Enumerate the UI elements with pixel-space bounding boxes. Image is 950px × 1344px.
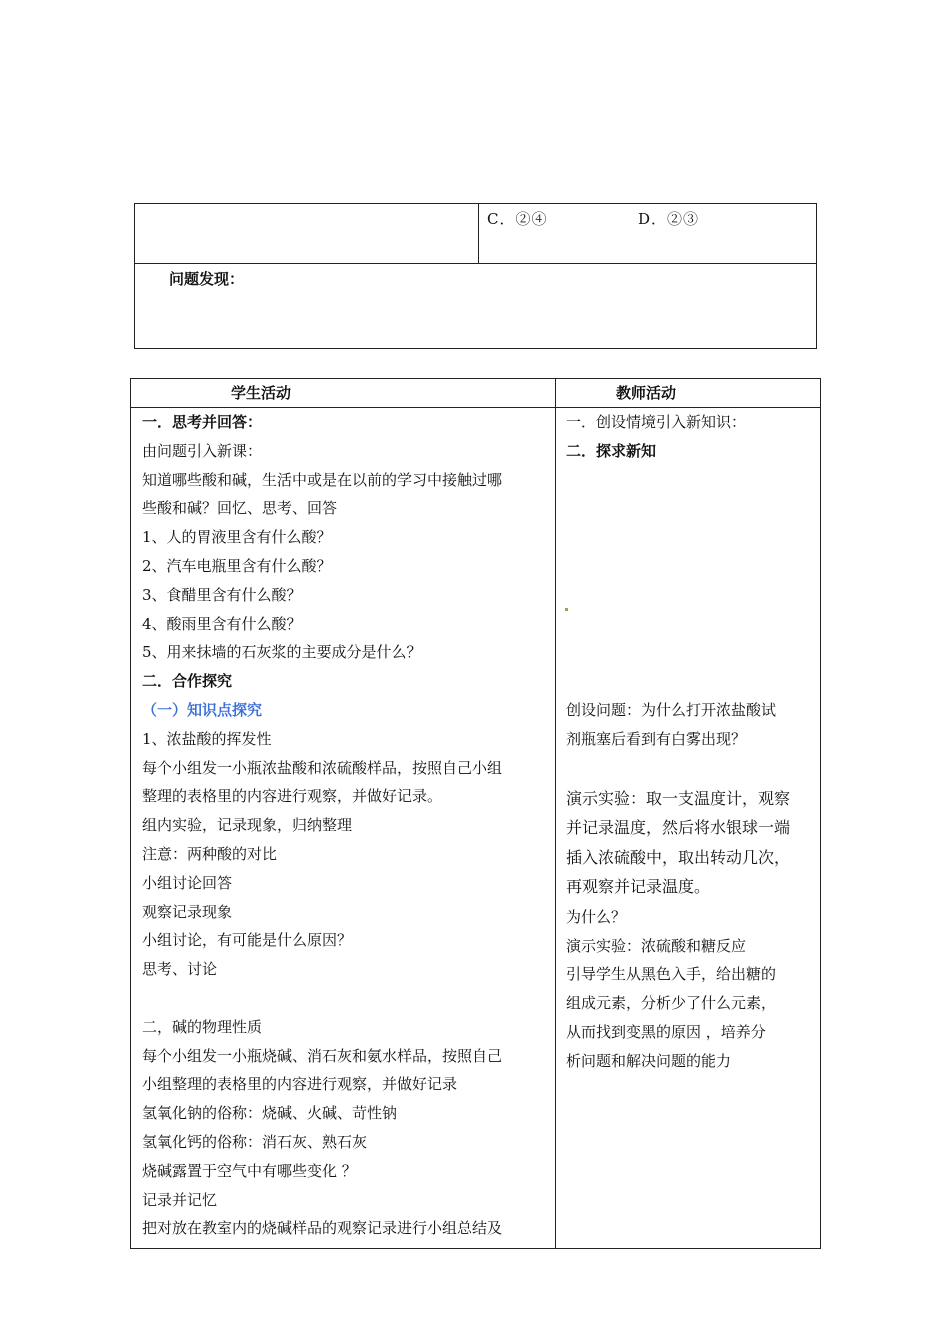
text-line: 二，碱的物理性质: [142, 1017, 263, 1036]
option-d: D．②③: [638, 210, 700, 228]
blank-line: [566, 494, 816, 523]
text-line: 为什么？: [566, 907, 627, 926]
text-line: 由问题引入新课：: [142, 441, 263, 460]
text-line: 烧碱露置于空气中有哪些变化 ？: [142, 1161, 357, 1180]
text-line: 组成元素，分析少了什么元素，: [566, 994, 777, 1013]
text-line: 演示实验：浓硫酸和糖反应: [566, 936, 747, 955]
text-line: 引导学生从黑色入手，给出糖的: [566, 965, 777, 984]
text-line: 小组整理的表格里的内容进行观察，并做好记录: [142, 1075, 458, 1094]
top-table-divider: [478, 204, 479, 263]
text-line: 从而找到变黑的原因 ，培养分: [566, 1022, 766, 1041]
text-line: 并记录温度，然后将水银球一端: [566, 818, 791, 838]
text-line: 每个小组发一小瓶浓盐酸和浓硫酸样品，按照自己小组: [142, 758, 503, 777]
text-line: 些酸和碱？回忆、思考、回答: [142, 499, 338, 518]
text-line: 4、酸雨里含有什么酸？: [142, 614, 302, 633]
text-line: 析问题和解决问题的能力: [566, 1051, 732, 1070]
text-line: 知道哪些酸和碱，生活中或是在以前的学习中接触过哪: [142, 470, 503, 489]
section-heading: 二．合作探究: [142, 672, 233, 691]
text-line: 把对放在教室内的烧碱样品的观察记录进行小组总结及: [142, 1219, 503, 1238]
text-line: 每个小组发一小瓶烧碱、消石灰和氨水样品，按照自己: [142, 1046, 503, 1065]
activity-table: [130, 378, 821, 1249]
text-line: 再观察并记录温度。: [566, 877, 711, 897]
text-line: 演示实验：取一支温度计，观察: [566, 788, 791, 808]
section-heading: 二．探求新知: [566, 441, 657, 460]
header-student-activity: 学生活动: [231, 384, 292, 402]
blank-line: [566, 610, 816, 639]
blank-line: [142, 984, 554, 1013]
text-line: 3、食醋里含有什么酸？: [142, 585, 302, 604]
blank-line: [566, 523, 816, 552]
text-line: 一．思考并回答：: [142, 413, 263, 431]
text-line: 组内实验，记录现象，归纳整理: [142, 816, 353, 835]
subsection-heading: （一）知识点探究: [142, 700, 263, 719]
blank-line: [566, 638, 816, 667]
text-line: 一．创设情境引入新知识：: [566, 413, 747, 431]
blank-line: [566, 552, 816, 581]
top-table-row-divider: [135, 263, 816, 264]
text-line: 思考、讨论: [142, 960, 218, 979]
text-line: 小组讨论回答: [142, 873, 233, 892]
text-line: 5、用来抹墙的石灰浆的主要成分是什么？: [142, 643, 422, 662]
teacher-activity-column: [566, 408, 816, 1076]
text-line: 插入浓硫酸中，取出转动几次，: [566, 847, 791, 867]
blank-line: [566, 667, 816, 696]
text-line: 1、浓盐酸的挥发性: [142, 729, 272, 748]
text-line: 1、人的胃液里含有什么酸？: [142, 528, 332, 547]
problem-found-label: 问题发现：: [169, 270, 245, 288]
text-line: 创设问题：为什么打开浓盐酸试: [566, 700, 777, 719]
text-line: 剂瓶塞后看到有白雾出现？: [566, 729, 747, 748]
option-c: C．②④: [487, 210, 548, 228]
text-line: 记录并记忆: [142, 1190, 218, 1209]
text-line: 注意：两种酸的对比: [142, 844, 278, 863]
text-line: 整理的表格里的内容进行观察，并做好记录。: [142, 787, 443, 806]
text-line: 2、汽车电瓶里含有什么酸？: [142, 556, 332, 575]
column-divider: [555, 379, 556, 1248]
text-line: 氢氧化钙的俗称：消石灰、熟石灰: [142, 1132, 368, 1151]
top-table: [134, 203, 817, 349]
text-line: 氢氧化钠的俗称：烧碱、火碱、苛性钠: [142, 1104, 398, 1123]
student-activity-column: [142, 408, 554, 1243]
text-line: 观察记录现象: [142, 902, 233, 921]
blank-line: [566, 754, 816, 784]
blank-line: [566, 581, 816, 610]
blank-line: [566, 466, 816, 495]
header-teacher-activity: 教师活动: [616, 384, 677, 402]
text-line: 小组讨论，有可能是什么原因？: [142, 931, 353, 950]
